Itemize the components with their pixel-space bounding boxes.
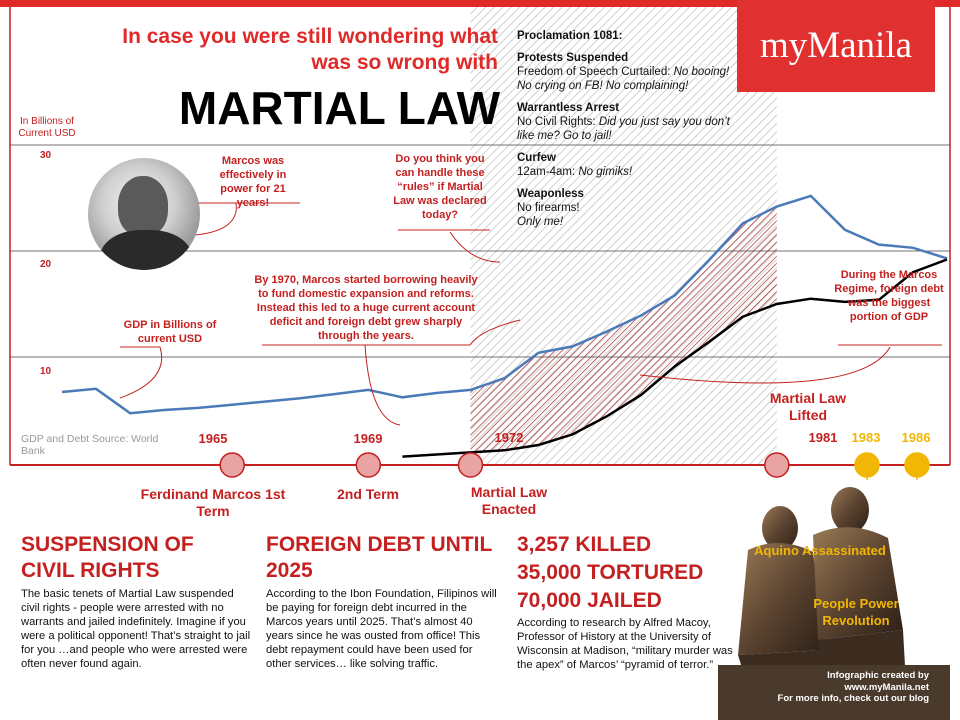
proclamation-item (517, 151, 747, 179)
y-tick-30: 30 (40, 150, 52, 161)
proclamation-panel (517, 29, 747, 237)
callout-gdp-label: GDP in Billions of current USD (123, 319, 217, 345)
proclamation-italic: Did you just say you don’t like me? Go to jail! (517, 116, 730, 142)
credit-note (765, 670, 929, 705)
proclamation-heading: Curfew (517, 152, 556, 164)
foreign-debt-body: According to the Ibon Foundation, Filipinos will be paying for foreign debt incurred in the Marcos years until 2025. That’s almost 40 years since he was ousted from office! This debt repayment could have been used for other services… like solving traffic. (266, 588, 497, 670)
credit-line-3[interactable]: For more info, check out our blog (777, 693, 929, 704)
foreign-debt-title: FOREIGN DEBT UNTIL 2025 (266, 533, 492, 582)
callout-marcos-power: Marcos was effectively in power for 21 years! (219, 155, 287, 209)
brand-logo[interactable]: myManila (737, 0, 935, 92)
proclamation-heading: Warrantless Arrest (517, 102, 620, 114)
casualties-body: According to research by Alfred Macoy, Professor of History at the University of Wisconsin at Madison, “military murder was the apex” of Marcos’ “pyramid of terror.” (517, 617, 733, 671)
timeline-year-1986: 1986 (901, 430, 931, 445)
proclamation-heading: Weaponless (517, 188, 584, 200)
timeline-label-first-term: Ferdinand Marcos 1st Term (140, 486, 286, 519)
timeline-label-martial-law-lifted: Martial Law Lifted (769, 390, 847, 423)
callout-foreign-debt-portion: During the Marcos Regime, foreign debt was the biggest portion of GDP (834, 269, 944, 323)
timeline-year-1983: 1983 (851, 430, 881, 445)
callout-rules: Do you think you can handle these “rules” if Martial Law was declared today? (393, 153, 487, 221)
timeline-dot-1986 (905, 453, 929, 477)
timeline-dot-1969 (356, 453, 380, 477)
credit-line-1: Infographic created by (827, 670, 929, 681)
y-axis-label: In Billions of Current USD (18, 116, 76, 139)
proclamation-title: Proclamation 1081: (517, 30, 623, 42)
proclamation-text: 12am-4am: (517, 166, 576, 178)
proclamation-item (517, 187, 747, 229)
tortured-count: 35,000 TORTURED (517, 561, 704, 584)
proclamation-italic: Only me! (517, 216, 564, 228)
timeline-year-1965: 1965 (198, 431, 228, 446)
timeline-dot-1983 (855, 453, 879, 477)
y-tick-10: 10 (40, 366, 52, 377)
proclamation-italic: No gimiks! (578, 166, 633, 178)
timeline-dot-1981 (765, 453, 789, 477)
timeline-label-aquino: Aquino Assassinated (754, 543, 886, 558)
timeline-label-martial-law-enacted: Martial Law Enacted (470, 484, 548, 517)
proclamation-text: No Civil Rights: (517, 116, 596, 128)
page-title: MARTIAL LAW (178, 82, 500, 134)
proclamation-item (517, 101, 747, 143)
timeline-dot-1965 (220, 453, 244, 477)
killed-count: 3,257 KILLED (517, 533, 652, 556)
jailed-count: 70,000 JAILED (517, 589, 662, 612)
timeline-year-1981: 1981 (808, 430, 838, 445)
timeline-year-1969: 1969 (353, 431, 383, 446)
proclamation-item (517, 51, 747, 93)
civil-rights-body: The basic tenets of Martial Law suspended civil rights - people were arrested with no warrants and jailed indefinitely. Imagine if you were a political opponent! That’s straight to jail for you …and people who were arrested were often never found again. (21, 588, 251, 670)
callout-borrowing: By 1970, Marcos started borrowing heavily to fund domestic expansion and reforms. Instead this led to a huge current account deficit and foreign debt grew sharply through the years. (254, 274, 478, 342)
timeline-dot-1972 (458, 453, 482, 477)
proclamation-heading: Protests Suspended (517, 52, 629, 64)
credit-link[interactable]: www.myManila.net (844, 681, 929, 693)
timeline-year-1972: 1972 (494, 430, 524, 445)
headline: In case you were still wondering what was so wrong with (122, 25, 498, 74)
proclamation-text: No firearms! (517, 202, 580, 214)
timeline-label-second-term: 2nd Term (337, 486, 399, 502)
data-source-note: GDP and Debt Source: World Bank (21, 433, 159, 457)
timeline-label-people-power: People Power Revolution (813, 596, 899, 628)
proclamation-text: Freedom of Speech Curtailed: (517, 66, 671, 78)
y-tick-20: 20 (40, 259, 52, 270)
proclamation-italic: No booing! No crying on FB! No complaining! (517, 66, 730, 92)
marcos-portrait (88, 158, 200, 270)
civil-rights-title: SUSPENSION OF CIVIL RIGHTS (21, 533, 194, 582)
